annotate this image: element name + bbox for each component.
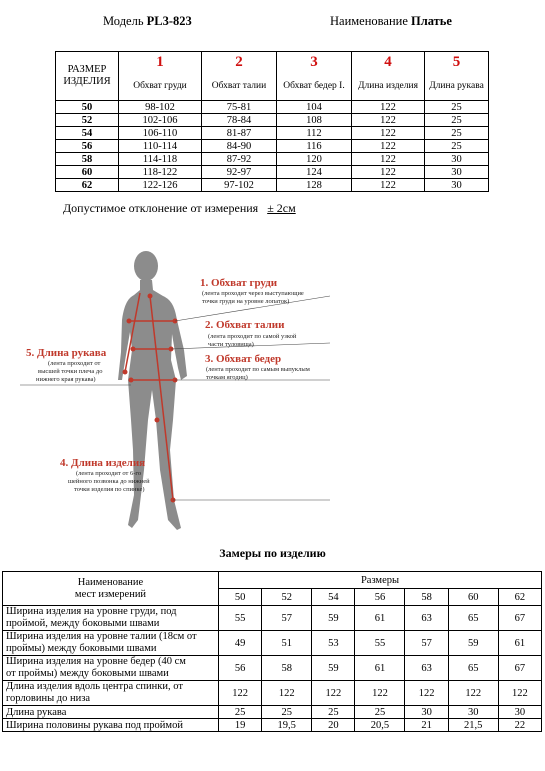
size-table xyxy=(55,51,489,192)
value-cell: 128 xyxy=(277,179,352,192)
measure-value: 25 xyxy=(262,706,312,719)
measure-value: 21,5 xyxy=(448,719,498,732)
measure-value: 25 xyxy=(312,706,355,719)
value-cell: 30 xyxy=(425,153,489,166)
measure-value: 20,5 xyxy=(355,719,405,732)
measure-name-line-1: Длина изделия вдоль центра спинки, от xyxy=(6,681,183,692)
value-cell: 25 xyxy=(425,140,489,153)
value-cell: 122-126 xyxy=(119,179,202,192)
value-cell: 30 xyxy=(425,179,489,192)
col-label-1: Обхват груди xyxy=(119,72,202,101)
size-row xyxy=(56,166,489,179)
size-row xyxy=(56,101,489,114)
value-cell: 114-118 xyxy=(119,153,202,166)
size-col-header: 52 xyxy=(262,589,312,606)
model-value: PL3-823 xyxy=(146,14,192,28)
size-row xyxy=(56,140,489,153)
measure-value: 58 xyxy=(262,656,312,681)
measure-value: 61 xyxy=(498,631,541,656)
value-cell: 120 xyxy=(277,153,352,166)
value-cell: 112 xyxy=(277,127,352,140)
label-4-desc-1: (лента проходит от 6-го xyxy=(76,470,142,477)
name-header-1: Наименование xyxy=(77,576,144,588)
measure-value: 122 xyxy=(405,681,448,706)
measure-value: 19,5 xyxy=(262,719,312,732)
measure-name-line-2: проймы) между боковыми швами xyxy=(6,643,157,654)
value-cell: 122 xyxy=(352,127,425,140)
size-row xyxy=(56,153,489,166)
measure-value: 61 xyxy=(355,656,405,681)
measure-row xyxy=(3,681,542,706)
col-label-3: Обхват бедер I. xyxy=(277,72,352,101)
measure-row xyxy=(3,631,542,656)
model-header xyxy=(103,14,192,29)
value-cell: 75-81 xyxy=(202,101,277,114)
col-label-4: Длина изделия xyxy=(352,72,425,101)
name-label: Наименование xyxy=(330,14,408,28)
label-3-desc-1: (лента проходит по самым выпуклым xyxy=(206,366,310,373)
measure-title: Замеры по изделию xyxy=(219,546,326,560)
value-cell: 25 xyxy=(425,127,489,140)
label-1-desc-2: точки груди на уровне лопаток) xyxy=(202,298,290,305)
value-cell: 110-114 xyxy=(119,140,202,153)
tolerance-text: Допустимое отклонение от измерения xyxy=(63,201,259,215)
measure-value: 53 xyxy=(312,631,355,656)
size-cell: 60 xyxy=(56,166,119,179)
col-num-1: 1 xyxy=(119,52,202,73)
measure-row xyxy=(3,706,542,719)
measurement-figure xyxy=(0,240,545,540)
label-5-desc-1: (лента проходит от xyxy=(48,360,101,367)
measure-name-line-2: горловины до низа xyxy=(6,693,91,704)
measure-name: Ширина половины рукава под проймой xyxy=(3,719,219,732)
value-cell: 78-84 xyxy=(202,114,277,127)
col-num-5: 5 xyxy=(425,52,489,73)
model-label: Модель xyxy=(103,14,144,28)
measure-value: 55 xyxy=(219,606,262,631)
measure-name-line-2: от проймы) между боковыми швами xyxy=(6,668,169,679)
measure-value: 30 xyxy=(405,706,448,719)
measure-row xyxy=(3,719,542,732)
label-3-desc-2: точкам ягодиц) xyxy=(206,374,248,381)
size-col-header: 56 xyxy=(355,589,405,606)
measure-value: 25 xyxy=(219,706,262,719)
value-cell: 84-90 xyxy=(202,140,277,153)
label-4-desc-3: точки изделия по спинке) xyxy=(74,486,145,493)
measure-value: 57 xyxy=(405,631,448,656)
measure-name-line-1: Ширина изделия на уровне груди, под xyxy=(6,606,177,617)
label-5-desc-3: нижнего края рукава) xyxy=(36,376,96,383)
measure-value: 122 xyxy=(355,681,405,706)
value-cell: 108 xyxy=(277,114,352,127)
measure-value: 25 xyxy=(355,706,405,719)
value-cell: 87-92 xyxy=(202,153,277,166)
label-3-title: 3. Обхват бедер xyxy=(205,353,282,365)
size-col-header: 60 xyxy=(448,589,498,606)
measure-value: 122 xyxy=(262,681,312,706)
measure-value: 65 xyxy=(448,606,498,631)
size-col-header: 58 xyxy=(405,589,448,606)
label-2-desc-2: части туловища) xyxy=(208,341,254,348)
size-cell: 52 xyxy=(56,114,119,127)
label-5-title: 5. Длина рукава xyxy=(26,347,107,359)
measure-value: 22 xyxy=(498,719,541,732)
measure-value: 122 xyxy=(448,681,498,706)
label-2-title: 2. Обхват талии xyxy=(205,319,285,331)
col-num-4: 4 xyxy=(352,52,425,73)
col-label-2: Обхват талии xyxy=(202,72,277,101)
tolerance-note xyxy=(63,201,296,216)
measure-value: 67 xyxy=(498,656,541,681)
measure-value: 122 xyxy=(312,681,355,706)
measure-value: 55 xyxy=(355,631,405,656)
label-1-desc-1: (лента проходит через выступающие xyxy=(202,290,304,297)
measure-value: 63 xyxy=(405,656,448,681)
measure-value: 30 xyxy=(498,706,541,719)
measure-value: 21 xyxy=(405,719,448,732)
product-name-header xyxy=(330,14,452,29)
label-1-title: 1. Обхват груди xyxy=(200,277,278,289)
size-cell: 62 xyxy=(56,179,119,192)
name-header xyxy=(3,572,219,606)
measure-value: 49 xyxy=(219,631,262,656)
label-2-desc-1: (лента проходит по самой узкой xyxy=(208,333,297,340)
measure-name xyxy=(3,656,219,681)
sizes-header: Размеры xyxy=(219,572,542,589)
measure-row xyxy=(3,606,542,631)
col-num-3: 3 xyxy=(277,52,352,73)
size-cell: 54 xyxy=(56,127,119,140)
measure-value: 56 xyxy=(219,656,262,681)
measure-name-line-1: Ширина изделия на уровне бедер (40 см xyxy=(6,656,186,667)
measure-name xyxy=(3,681,219,706)
value-cell: 81-87 xyxy=(202,127,277,140)
size-col-header: 62 xyxy=(498,589,541,606)
size-row xyxy=(56,179,489,192)
size-row xyxy=(56,127,489,140)
tolerance-value: ± 2см xyxy=(267,201,296,215)
value-cell: 122 xyxy=(352,179,425,192)
measure-value: 61 xyxy=(355,606,405,631)
measure-name-line-1: Ширина изделия на уровне талии (18см от xyxy=(6,631,197,642)
measure-value: 65 xyxy=(448,656,498,681)
value-cell: 25 xyxy=(425,114,489,127)
measure-name: Длина рукава xyxy=(3,706,219,719)
measure-value: 63 xyxy=(405,606,448,631)
label-4-desc-2: шейного позвонка до нижней xyxy=(68,478,150,485)
measure-value: 57 xyxy=(262,606,312,631)
label-5-desc-2: высшей точки плеча до xyxy=(38,368,103,375)
value-cell: 104 xyxy=(277,101,352,114)
value-cell: 116 xyxy=(277,140,352,153)
value-cell: 30 xyxy=(425,166,489,179)
measure-value: 67 xyxy=(498,606,541,631)
measure-value: 30 xyxy=(448,706,498,719)
value-cell: 25 xyxy=(425,101,489,114)
value-cell: 122 xyxy=(352,101,425,114)
value-cell: 97-102 xyxy=(202,179,277,192)
measure-value: 51 xyxy=(262,631,312,656)
size-col-header: 50 xyxy=(219,589,262,606)
measure-value: 19 xyxy=(219,719,262,732)
value-cell: 122 xyxy=(352,114,425,127)
measure-value: 122 xyxy=(498,681,541,706)
value-cell: 122 xyxy=(352,153,425,166)
measure-value: 20 xyxy=(312,719,355,732)
size-header: РАЗМЕР ИЗДЕЛИЯ xyxy=(56,52,119,101)
size-row xyxy=(56,114,489,127)
name-value: Платье xyxy=(411,14,452,28)
size-cell: 58 xyxy=(56,153,119,166)
measure-name xyxy=(3,631,219,656)
value-cell: 106-110 xyxy=(119,127,202,140)
measure-name xyxy=(3,606,219,631)
value-cell: 92-97 xyxy=(202,166,277,179)
col-num-2: 2 xyxy=(202,52,277,73)
name-header-2: мест измерений xyxy=(74,588,147,600)
value-cell: 98-102 xyxy=(119,101,202,114)
measure-table xyxy=(2,571,542,732)
value-cell: 118-122 xyxy=(119,166,202,179)
measure-value: 59 xyxy=(312,606,355,631)
size-cell: 56 xyxy=(56,140,119,153)
size-cell: 50 xyxy=(56,101,119,114)
value-cell: 124 xyxy=(277,166,352,179)
measure-row xyxy=(3,656,542,681)
value-cell: 102-106 xyxy=(119,114,202,127)
measure-value: 59 xyxy=(448,631,498,656)
size-col-header: 54 xyxy=(312,589,355,606)
value-cell: 122 xyxy=(352,140,425,153)
measure-value: 59 xyxy=(312,656,355,681)
label-4-title: 4. Длина изделия xyxy=(60,457,146,469)
col-label-5: Длина рукава xyxy=(425,72,489,101)
measure-name-line-2: проймой, между боковыми швами xyxy=(6,618,160,629)
measure-value: 122 xyxy=(219,681,262,706)
value-cell: 122 xyxy=(352,166,425,179)
